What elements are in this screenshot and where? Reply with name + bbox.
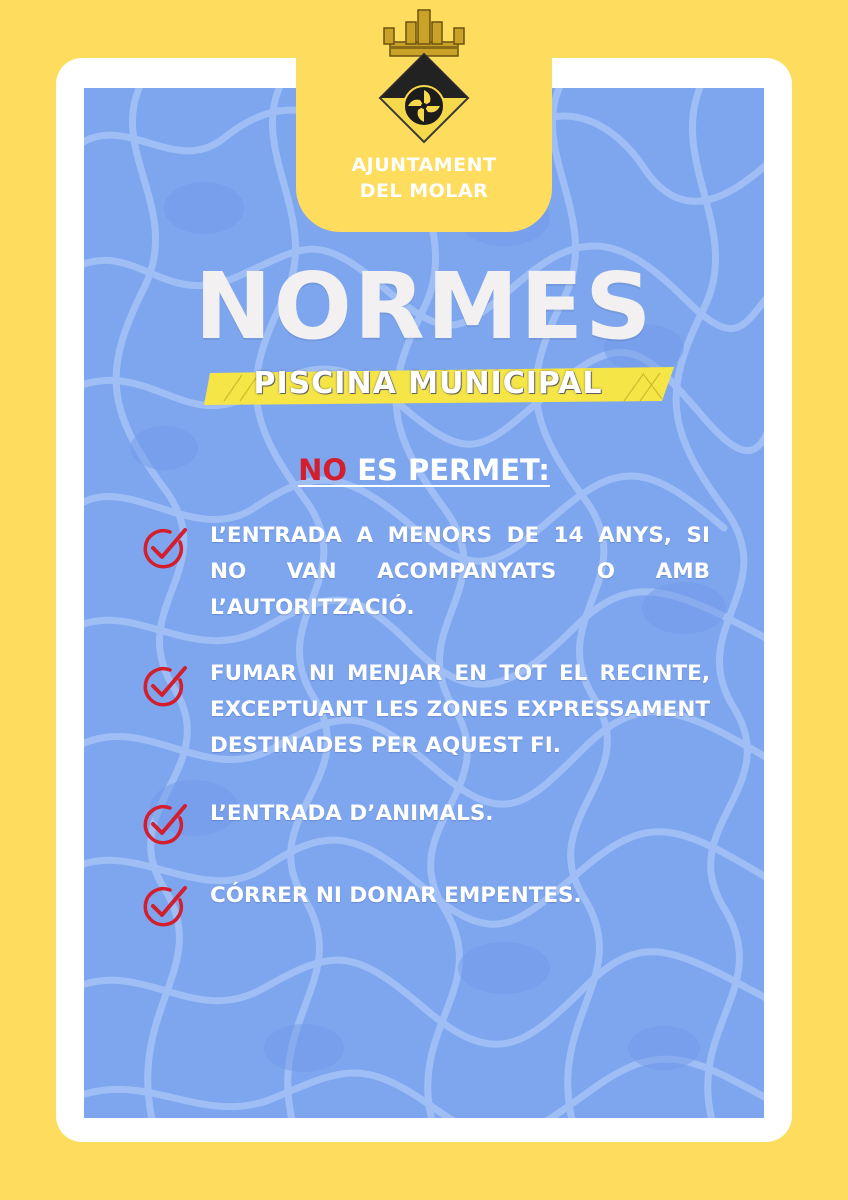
rule-text: CÓRRER NI DONAR EMPENTES. (210, 883, 582, 908)
check-circle-icon (140, 524, 188, 570)
rule-item (140, 518, 710, 626)
poster-title: NORMES (194, 253, 654, 360)
section-heading-rest: ES PERMET: (347, 453, 550, 487)
check-circle-icon (140, 662, 188, 708)
section-heading (84, 446, 764, 494)
municipal-crest-icon (368, 6, 480, 156)
rule-item (140, 656, 710, 764)
organization-name (296, 152, 552, 204)
organization-line-1: AJUNTAMENT (351, 154, 497, 176)
rule-item (140, 876, 710, 916)
poster-subtitle: PISCINA MUNICIPAL (253, 366, 603, 401)
rule-item (140, 794, 710, 834)
check-circle-icon (140, 882, 188, 928)
check-circle-icon (140, 800, 188, 846)
rule-text: L’ENTRADA D’ANIMALS. (210, 801, 494, 826)
rule-text: L’ENTRADA A MENORS DE 14 ANYS, SI NO VAN ACOMPANYATS O AMB L’AUTORITZACIÓ. (210, 523, 710, 620)
section-heading-no: NO (298, 453, 348, 487)
rule-text: FUMAR NI MENJAR EN TOT EL RECINTE, EXCEPTUANT LES ZONES EXPRESSAMENT DESTINADES PER AQUEST FI. (210, 661, 710, 758)
organization-line-2: DEL MOLAR (359, 180, 489, 202)
rules-list (140, 518, 710, 946)
